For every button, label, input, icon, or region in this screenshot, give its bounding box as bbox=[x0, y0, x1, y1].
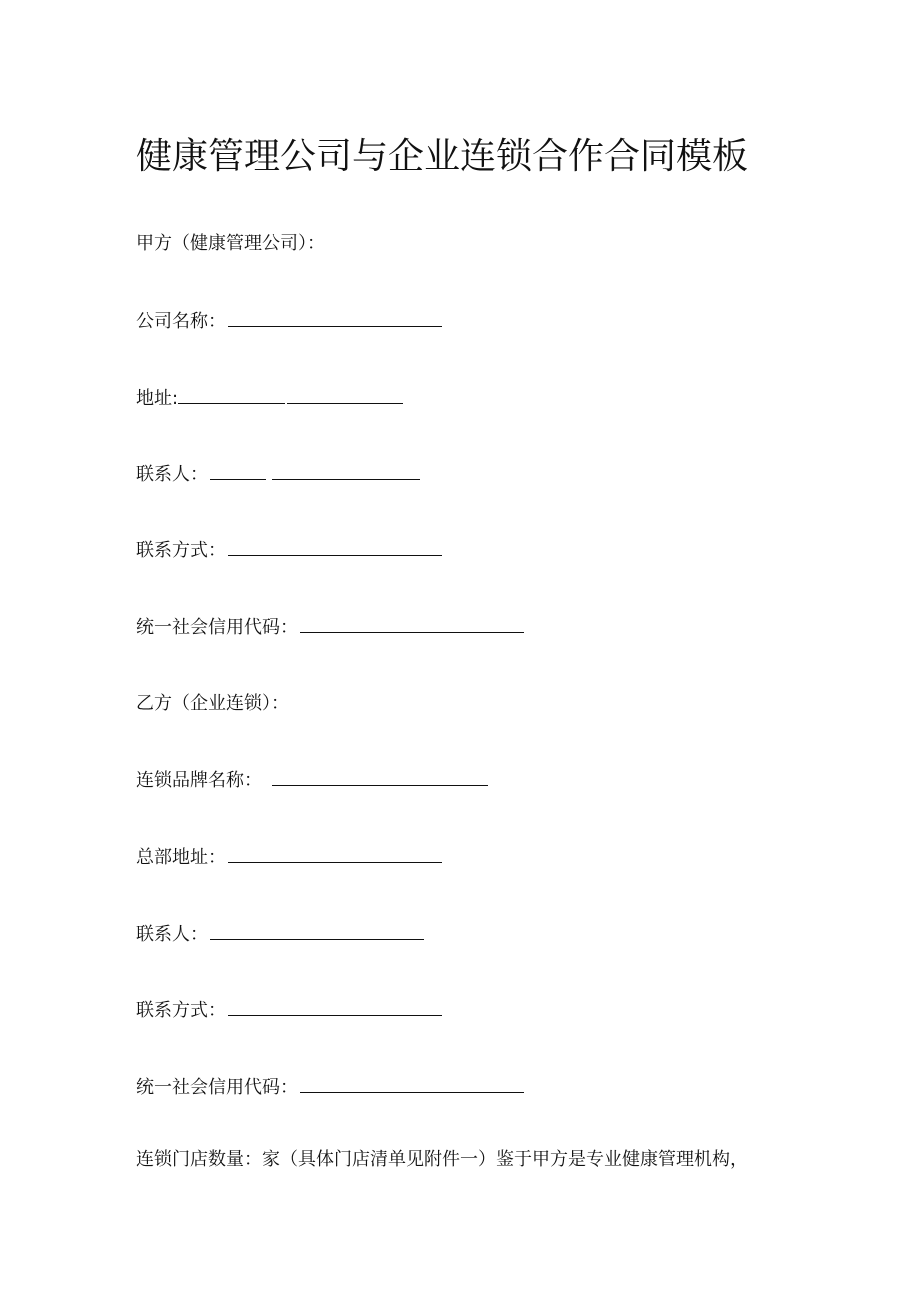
blank-line bbox=[228, 998, 442, 1016]
blank-line bbox=[272, 768, 488, 786]
party-b-credit-code-field: 统一社会信用代码： bbox=[136, 1075, 524, 1100]
blank-line bbox=[210, 922, 424, 940]
blank-line bbox=[300, 1075, 524, 1093]
party-b-hq-address-field: 总部地址： bbox=[136, 845, 442, 870]
party-b-contact-method-field: 联系方式： bbox=[136, 998, 442, 1023]
blank-line bbox=[178, 386, 285, 404]
blank-line bbox=[300, 615, 524, 633]
blank-line bbox=[287, 386, 403, 404]
party-b-heading: 乙方（企业连锁）： bbox=[136, 693, 289, 714]
blank-line bbox=[228, 538, 442, 556]
party-a-contact-method-field: 联系方式： bbox=[136, 538, 442, 563]
document-title: 健康管理公司与企业连锁合作合同模板 bbox=[136, 136, 749, 177]
party-a-company-name-field: 公司名称： bbox=[136, 309, 442, 334]
body-paragraph: 连锁门店数量：家（具体门店清单见附件一）鉴于甲方是专业健康管理机构， bbox=[136, 1149, 748, 1170]
party-b-contact-field: 联系人： bbox=[136, 922, 424, 947]
blank-line bbox=[228, 845, 442, 863]
blank-line bbox=[272, 462, 420, 480]
blank-line bbox=[210, 462, 266, 480]
blank-line bbox=[228, 309, 442, 327]
party-a-credit-code-field: 统一社会信用代码： bbox=[136, 615, 524, 640]
party-a-contact-field: 联系人： bbox=[136, 462, 420, 487]
party-a-heading: 甲方（健康管理公司）： bbox=[136, 233, 325, 254]
party-a-address-field: 地址: bbox=[136, 386, 403, 411]
party-b-brand-name-field: 连锁品牌名称： bbox=[136, 768, 488, 793]
